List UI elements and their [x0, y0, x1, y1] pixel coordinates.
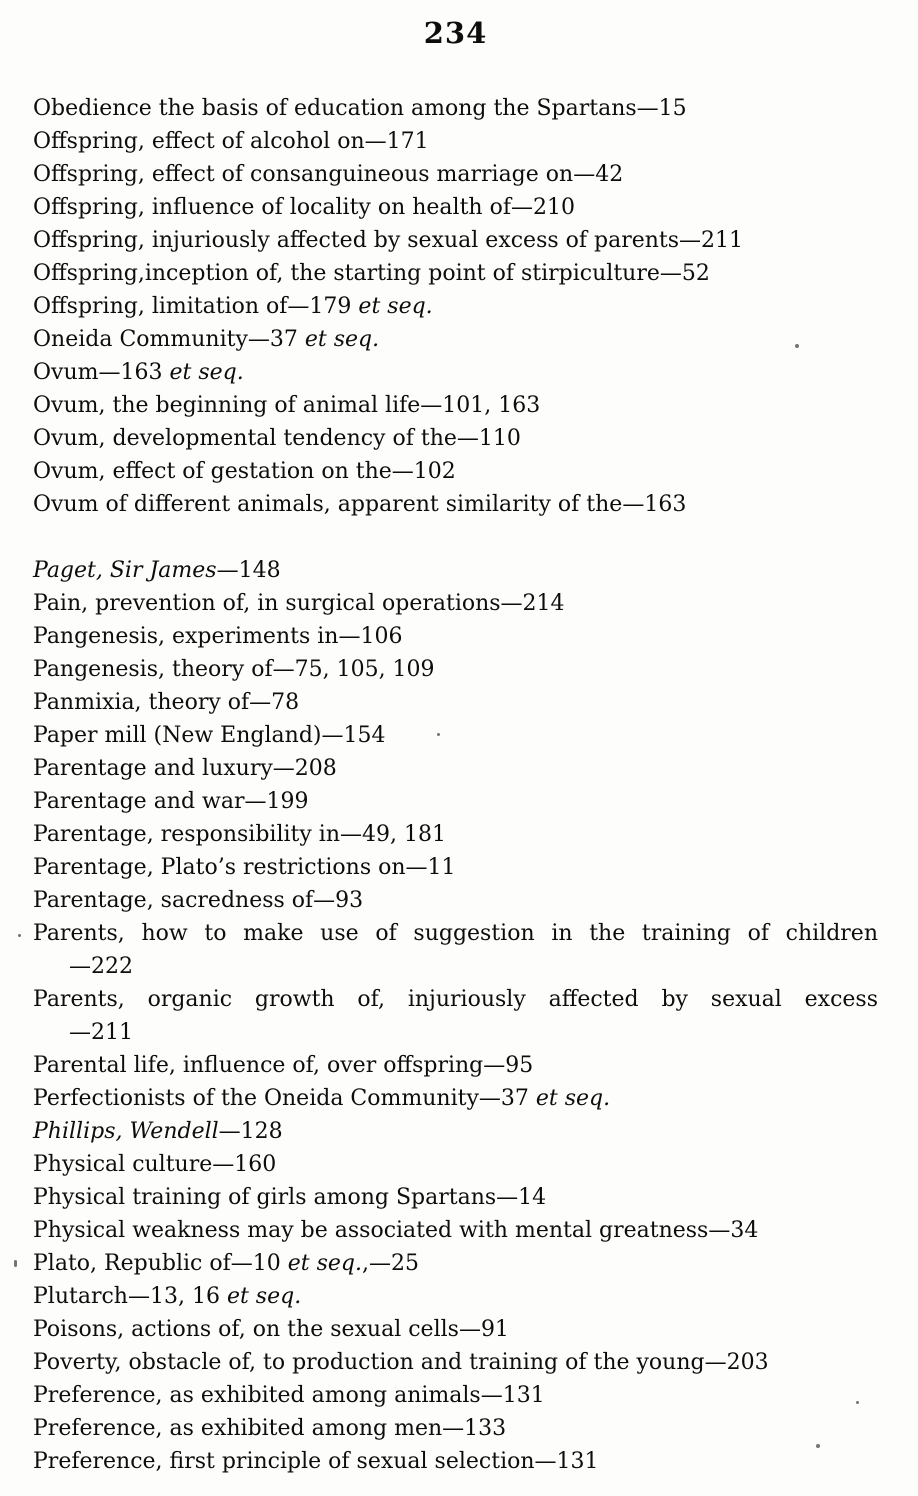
- entry-text: Physical weakness may be associated with mental greatness—34: [33, 1218, 759, 1243]
- index-entry: [33, 1412, 878, 1445]
- entry-text: Parentage, responsibility in—49, 181: [33, 822, 446, 847]
- index-entry: [33, 686, 878, 719]
- index-entry: [33, 1379, 878, 1412]
- index-entry: [33, 917, 878, 983]
- index-entry: [33, 653, 878, 686]
- entry-text: Paget, Sir James—148: [33, 558, 281, 583]
- index-entry: [33, 125, 878, 158]
- entry-text: Pangenesis, theory of—75, 105, 109: [33, 657, 435, 682]
- index-entry: [33, 1115, 878, 1148]
- index-entry: [33, 257, 878, 290]
- index-entry: [33, 191, 878, 224]
- index-entry: [33, 620, 878, 653]
- index-entry: [33, 488, 878, 521]
- index-entry: [33, 1082, 878, 1115]
- index-entry: [33, 851, 878, 884]
- scan-speck: [18, 934, 21, 937]
- entry-text: Ovum, the beginning of animal life—101, 163: [33, 393, 541, 418]
- index-entry: [33, 884, 878, 917]
- entry-text: Pain, prevention of, in surgical operations—214: [33, 591, 565, 616]
- entry-text: Parental life, influence of, over offspring—95: [33, 1053, 534, 1078]
- index-entry: [33, 356, 878, 389]
- entry-text: Poisons, actions of, on the sexual cells—91: [33, 1317, 509, 1342]
- entry-text: Plato, Republic of—10 et seq.,—25: [33, 1251, 419, 1276]
- index-entry: [33, 785, 878, 818]
- entry-text: Physical culture—160: [33, 1152, 277, 1177]
- index-entry: [33, 1280, 878, 1313]
- entry-text: Perfectionists of the Oneida Community—37 et seq.: [33, 1086, 611, 1111]
- entry-text: Offspring,inception of, the starting point of stirpiculture—52: [33, 261, 710, 286]
- entry-text: Panmixia, theory of—78: [33, 690, 300, 715]
- index-entry: [33, 818, 878, 851]
- entry-text: Parents, organic growth of, injuriously affected by sexual excess: [33, 987, 878, 1012]
- index-entry: [33, 323, 878, 356]
- entry-text: Pangenesis, experiments in—106: [33, 624, 403, 649]
- entry-text: Offspring, limitation of—179 et seq.: [33, 294, 433, 319]
- index-entry: [33, 554, 878, 587]
- scan-speck: [856, 1401, 859, 1404]
- entry-text: Poverty, obstacle of, to production and training of the young—203: [33, 1350, 769, 1375]
- entry-text: Ovum—163 et seq.: [33, 360, 244, 385]
- index-entry: [33, 1247, 878, 1280]
- entry-continuation: —222: [69, 954, 133, 979]
- entry-text: Parentage, Plato’s restrictions on—11: [33, 855, 456, 880]
- entry-text: Preference, first principle of sexual selection—131: [33, 1449, 599, 1474]
- index-entry: [33, 719, 878, 752]
- scan-speck: [795, 344, 799, 348]
- entry-text: Oneida Community—37 et seq.: [33, 327, 380, 352]
- index-entry: [33, 983, 878, 1049]
- entry-text: Parents, how to make use of suggestion in the training of children: [33, 921, 878, 946]
- entry-text: Preference, as exhibited among men—133: [33, 1416, 507, 1441]
- page-number: 234: [423, 16, 488, 50]
- entry-text: Parentage and war—199: [33, 789, 309, 814]
- entry-text: Offspring, effect of alcohol on—171: [33, 129, 429, 154]
- index-entry: [33, 422, 878, 455]
- entry-text: Ovum, effect of gestation on the—102: [33, 459, 456, 484]
- index-list: [33, 92, 878, 1478]
- index-entry: [33, 224, 878, 257]
- scan-speck: [14, 1260, 17, 1267]
- index-entry: [33, 587, 878, 620]
- index-entry: [33, 455, 878, 488]
- index-entry: [33, 1049, 878, 1082]
- index-entry: [33, 389, 878, 422]
- entry-text: Offspring, effect of consanguineous marriage on—42: [33, 162, 624, 187]
- entry-text: Parentage and luxury—208: [33, 756, 337, 781]
- index-entry: [33, 158, 878, 191]
- index-entry: [33, 1445, 878, 1478]
- entry-text: Paper mill (New England)—154: [33, 723, 386, 748]
- entry-text: Offspring, influence of locality on health of—210: [33, 195, 575, 220]
- scan-speck: [816, 1444, 820, 1448]
- entry-text: Plutarch—13, 16 et seq.: [33, 1284, 302, 1309]
- entry-text: Obedience the basis of education among the Spartans—15: [33, 96, 687, 121]
- index-entry: [33, 1346, 878, 1379]
- scan-speck: [437, 733, 440, 736]
- entry-text: Ovum of different animals, apparent similarity of the—163: [33, 492, 687, 517]
- entry-text: Parentage, sacredness of—93: [33, 888, 364, 913]
- index-entry: [33, 1214, 878, 1247]
- entry-text: Phillips, Wendell—128: [33, 1119, 283, 1144]
- index-entry: [33, 1148, 878, 1181]
- index-entry: [33, 1313, 878, 1346]
- entry-text: Physical training of girls among Spartans—14: [33, 1185, 547, 1210]
- entry-continuation: —211: [69, 1020, 133, 1045]
- index-entry: [33, 752, 878, 785]
- index-entry: [33, 1181, 878, 1214]
- entry-text: Preference, as exhibited among animals—131: [33, 1383, 545, 1408]
- index-entry: [33, 92, 878, 125]
- entry-text: Ovum, developmental tendency of the—110: [33, 426, 521, 451]
- index-entry: [33, 290, 878, 323]
- entry-text: Offspring, injuriously affected by sexual excess of parents—211: [33, 228, 744, 253]
